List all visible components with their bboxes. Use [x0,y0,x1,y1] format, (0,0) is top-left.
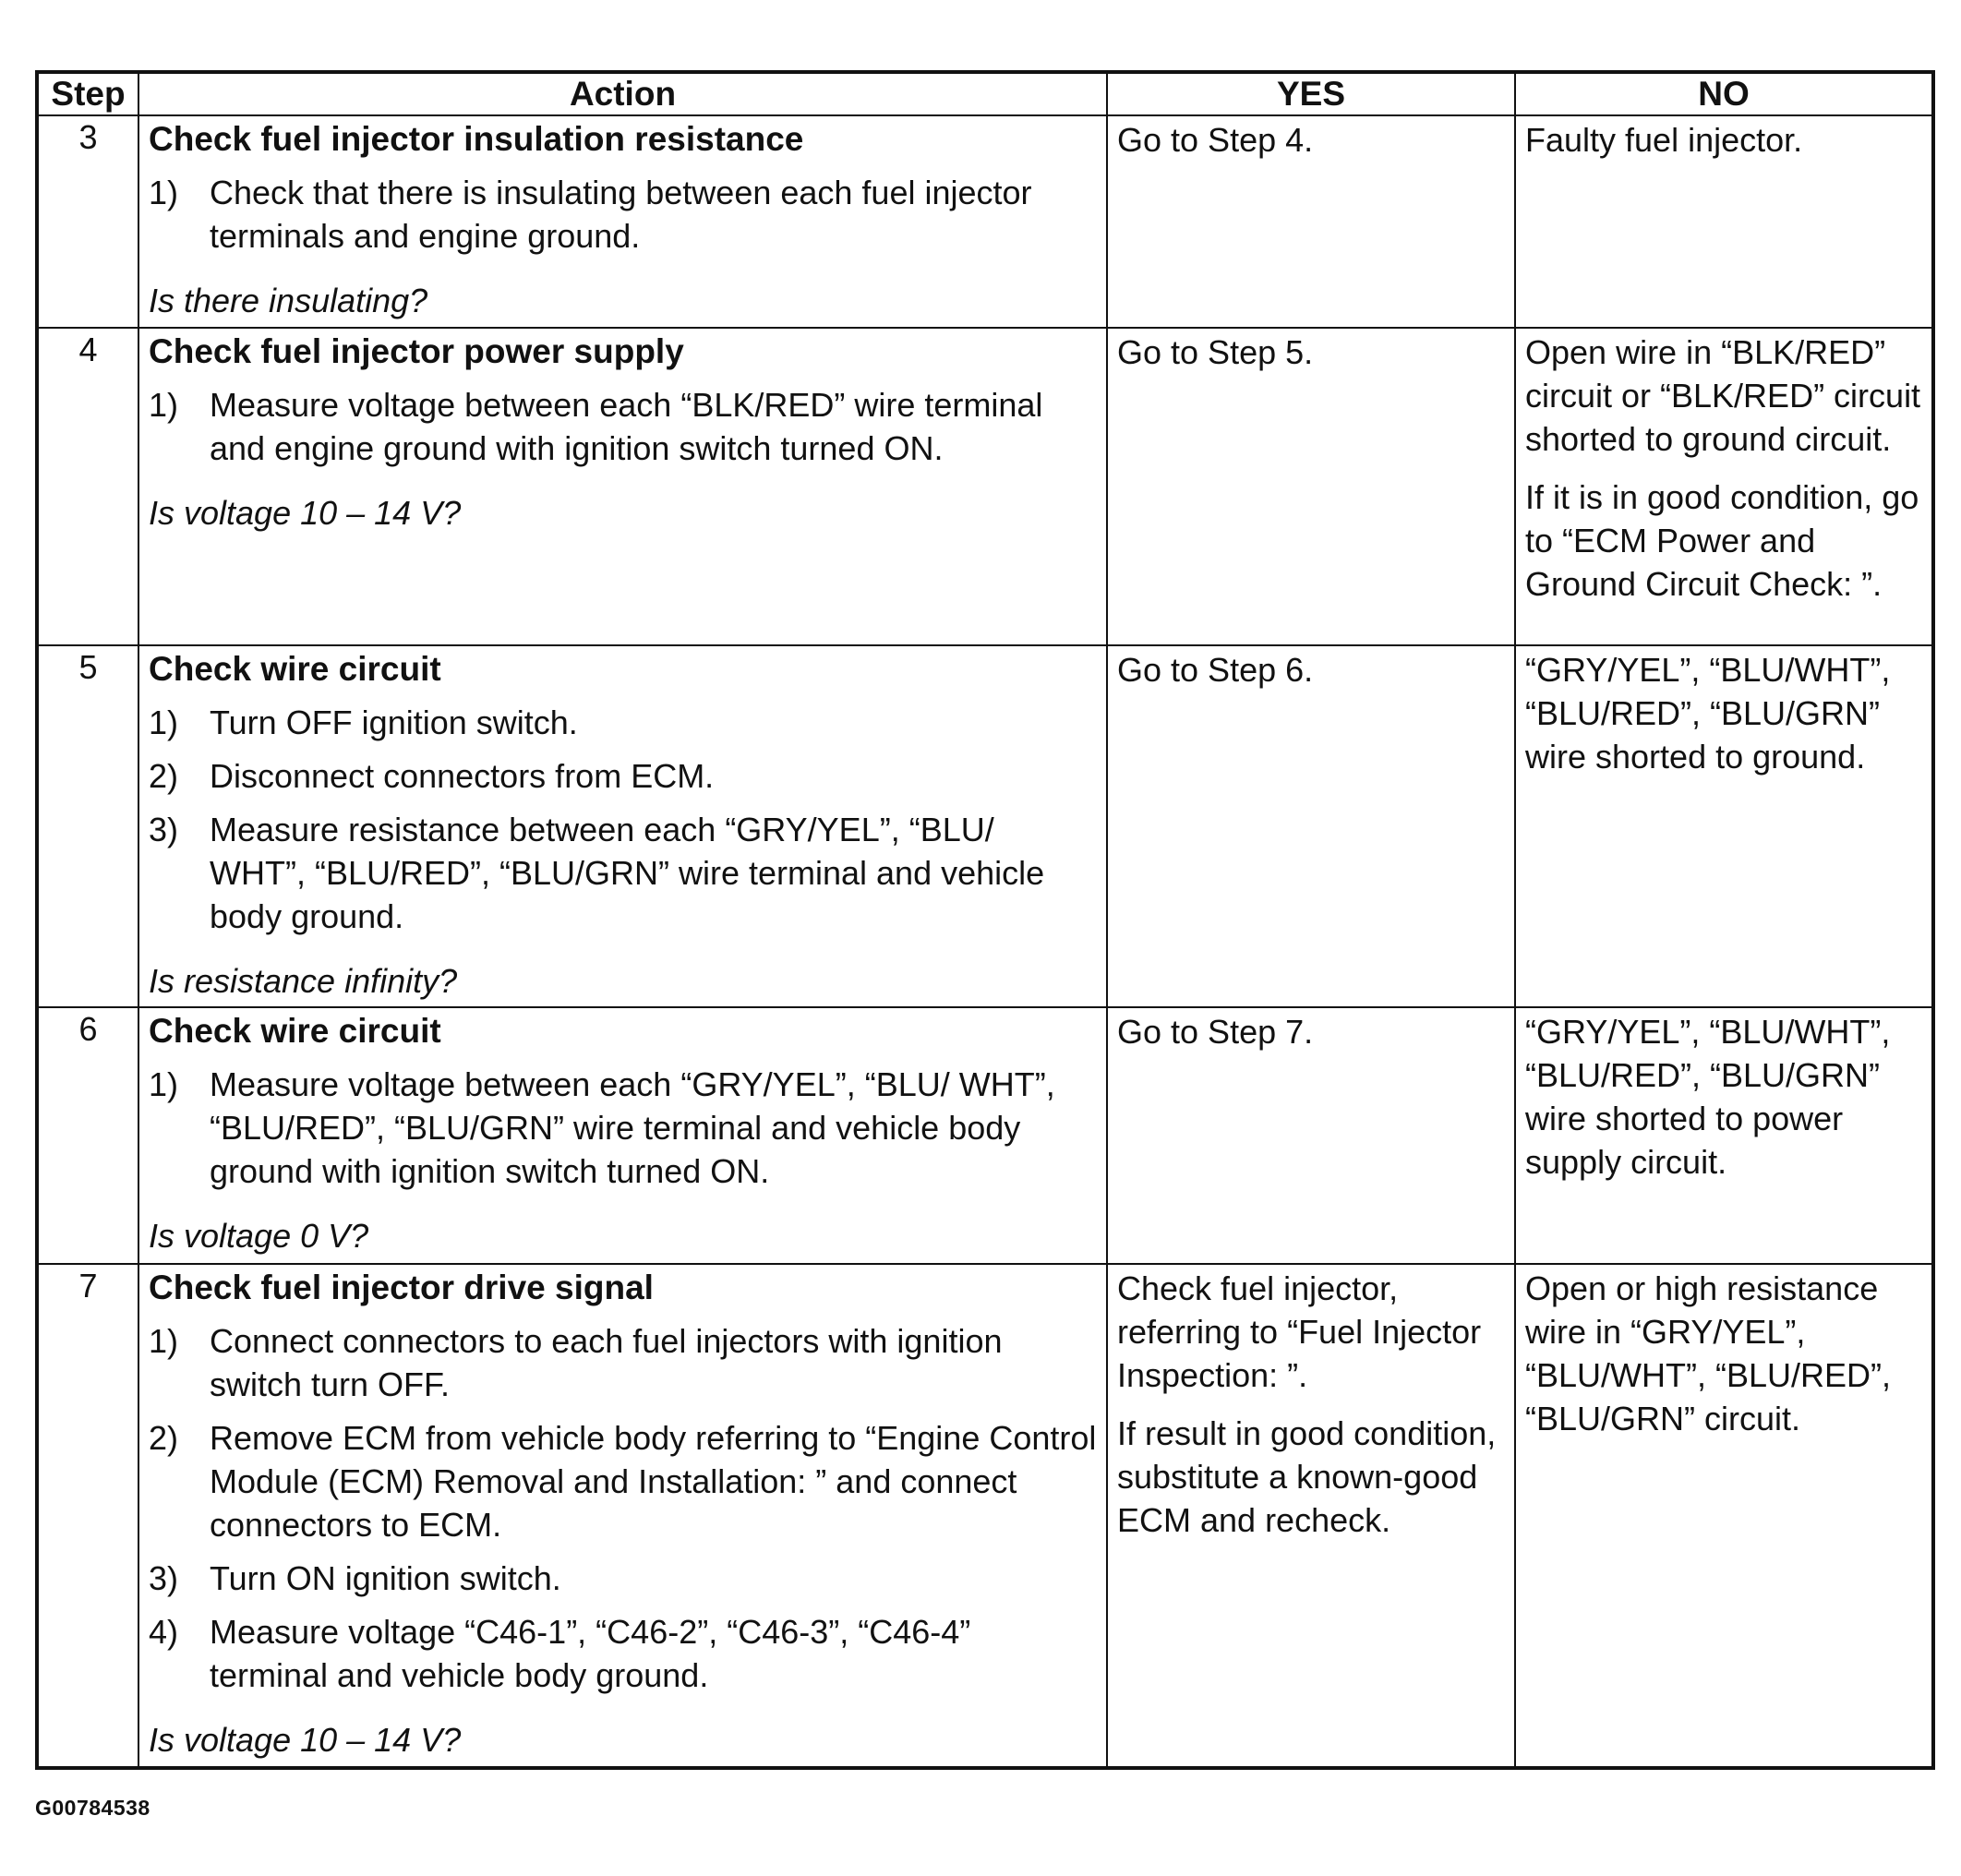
check-question: Is voltage 10 – 14 V? [149,494,462,532]
action-step [149,1063,1097,1193]
action-cell [138,1007,1107,1264]
no-result-text: “GRY/YEL”, “BLU/WHT”, “BLU/RED”, “BLU/GRN” wire shorted to power supply circuit. [1525,1013,1891,1181]
action-title: Check wire circuit [149,1012,441,1050]
action-step [149,1610,1097,1697]
no-cell [1515,645,1933,1007]
action-step-text: Connect connectors to each fuel injectors with ignition switch turn OFF. [210,1322,1003,1403]
yes-cell [1107,328,1515,645]
action-step-text: Measure voltage “C46-1”, “C46-2”, “C46-3”, “C46-4” terminal and vehicle body ground. [210,1613,971,1694]
action-step-text: Remove ECM from vehicle body referring to “Engine Control Module (ECM) Removal and Installation: ” and connect connectors to ECM. [210,1419,1097,1544]
action-title: Check wire circuit [149,650,441,688]
action-step-text: Disconnect connectors from ECM. [210,757,715,795]
action-step [149,171,1097,258]
yes-result-text: Go to Step 6. [1117,651,1314,689]
table-row [37,328,1933,645]
no-result-text: Open wire in “BLK/RED” circuit or “BLK/RED” circuit shorted to ground circuit. [1525,333,1921,458]
no-cell [1515,115,1933,328]
no-cell [1515,1007,1933,1264]
action-title: Check fuel injector power supply [149,332,684,370]
check-question: Is voltage 10 – 14 V? [149,1721,462,1759]
action-step-text: Measure resistance between each “GRY/YEL”, “BLU/ WHT”, “BLU/RED”, “BLU/GRN” wire terminal and vehicle body ground. [210,811,1045,935]
figure-id: G00784538 [35,1796,150,1820]
yes-cell [1107,1264,1515,1768]
table-row [37,115,1933,328]
action-step-number: 3) [149,811,179,848]
yes-result-text: If result in good condition, substitute a known-good ECM and recheck. [1117,1414,1497,1539]
action-step-text: Measure voltage between each “GRY/YEL”, “BLU/ WHT”, “BLU/RED”, “BLU/GRN” wire terminal and vehicle body ground with ignition switch turned ON. [210,1065,1055,1190]
action-step-number: 3) [149,1559,179,1597]
action-step-number: 2) [149,1419,179,1457]
table-row [37,1007,1933,1264]
no-cell [1515,328,1933,645]
action-step [149,701,1097,744]
action-cell [138,328,1107,645]
action-step-number: 1) [149,1322,179,1360]
yes-cell [1107,115,1515,328]
action-step [149,754,1097,798]
step-number: 7 [37,1264,138,1768]
yes-result-text: Check fuel injector, referring to “Fuel Injector Inspection: ”. [1117,1269,1482,1394]
header-action: Action [138,72,1107,115]
action-step-number: 1) [149,704,179,741]
action-step-number: 1) [149,174,179,211]
check-question: Is voltage 0 V? [149,1217,369,1255]
no-result-text: “GRY/YEL”, “BLU/WHT”, “BLU/RED”, “BLU/GRN” wire shorted to ground. [1525,651,1891,776]
check-question: Is resistance infinity? [149,962,458,1000]
action-cell [138,1264,1107,1768]
action-cell [138,645,1107,1007]
action-step [149,383,1097,470]
table-row [37,1264,1933,1768]
table-row [37,645,1933,1007]
step-number: 4 [37,328,138,645]
check-question: Is there insulating? [149,282,428,319]
yes-result-text: Go to Step 5. [1117,333,1314,371]
action-step-number: 1) [149,1065,179,1103]
yes-result-text: Go to Step 7. [1117,1013,1314,1051]
action-step [149,808,1097,938]
no-result-text: If it is in good condition, go to “ECM Power and Ground Circuit Check: ”. [1525,478,1919,603]
action-title: Check fuel injector insulation resistance [149,120,804,158]
action-step-number: 1) [149,386,179,424]
action-step-text: Check that there is insulating between each fuel injector terminals and engine ground. [210,174,1032,255]
troubleshooting-table [35,70,1935,1770]
action-step [149,1319,1097,1406]
header-no: NO [1515,72,1933,115]
action-step-text: Turn ON ignition switch. [210,1559,561,1597]
no-result-text: Faulty fuel injector. [1525,121,1803,159]
no-result-text: Open or high resistance wire in “GRY/YEL”, “BLU/WHT”, “BLU/RED”, “BLU/GRN” circuit. [1525,1269,1891,1437]
action-cell [138,115,1107,328]
header-step: Step [37,72,138,115]
header-yes: YES [1107,72,1515,115]
action-title: Check fuel injector drive signal [149,1269,654,1306]
step-number: 3 [37,115,138,328]
header-row [37,72,1933,115]
action-step-number: 2) [149,757,179,795]
action-step-number: 4) [149,1613,179,1651]
action-step [149,1557,1097,1600]
yes-cell [1107,1007,1515,1264]
action-step [149,1416,1097,1546]
step-number: 5 [37,645,138,1007]
action-step-text: Turn OFF ignition switch. [210,704,578,741]
yes-cell [1107,645,1515,1007]
no-cell [1515,1264,1933,1768]
step-number: 6 [37,1007,138,1264]
yes-result-text: Go to Step 4. [1117,121,1314,159]
action-step-text: Measure voltage between each “BLK/RED” wire terminal and engine ground with ignition switch turned ON. [210,386,1043,467]
